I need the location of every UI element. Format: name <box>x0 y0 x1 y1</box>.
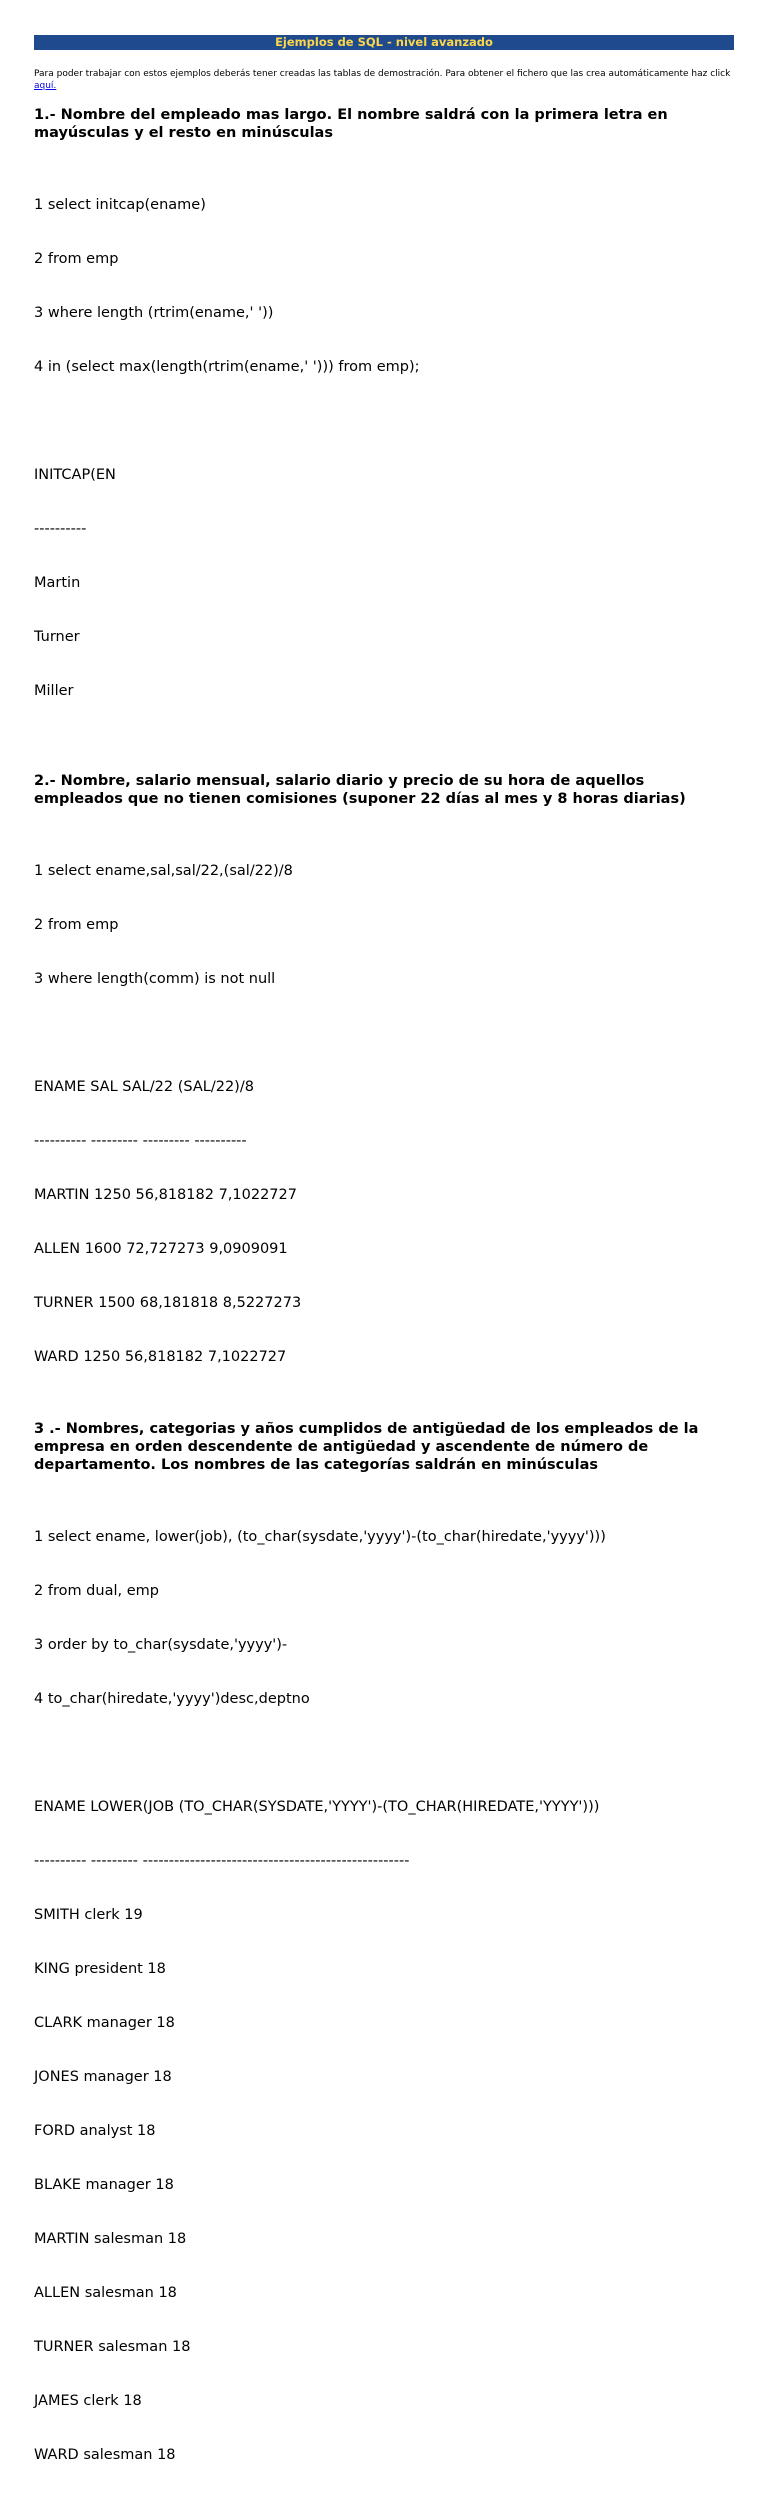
query-result <box>34 1042 734 1402</box>
result-line: MARTIN 1250 56,818182 7,1022727 <box>34 1187 297 1203</box>
document-page <box>34 35 734 2500</box>
intro-text: Para poder trabajar con estos ejemplos deberás tener creadas las tablas de demostración. Para obtener el fichero que las crea automáticamente haz click <box>34 69 731 79</box>
sql-query <box>34 160 734 412</box>
intro-paragraph <box>34 68 734 92</box>
result-line: JAMES clerk 18 <box>34 2393 142 2409</box>
result-line: Turner <box>34 629 80 645</box>
section-1 <box>34 106 734 736</box>
result-line: BLAKE manager 18 <box>34 2177 174 2193</box>
result-line: SMITH clerk 19 <box>34 1907 143 1923</box>
section-title: 1.- Nombre del empleado mas largo. El nombre saldrá con la primera letra en mayúsculas y el resto en minúsculas <box>34 107 668 141</box>
result-line: MARTIN salesman 18 <box>34 2231 187 2247</box>
result-line: CLARK manager 18 <box>34 2015 175 2031</box>
section-title: 3 .- Nombres, categorias y años cumplidos de antigüedad de los empleados de la empresa en orden descendente de antigüedad y ascendente de número de departamento. Los nombres de las categorías saldrán en minúsculas <box>34 1421 699 1473</box>
query-line: 4 to_char(hiredate,'yyyy')desc,deptno <box>34 1691 310 1707</box>
result-line: KING president 18 <box>34 1961 166 1977</box>
section-3 <box>34 1420 734 2500</box>
result-line: ENAME SAL SAL/22 (SAL/22)/8 <box>34 1079 254 1095</box>
result-line: Miller <box>34 683 74 699</box>
result-line: TURNER salesman 18 <box>34 2339 191 2355</box>
query-line: 3 where length(comm) is not null <box>34 971 276 987</box>
result-line: ALLEN salesman 18 <box>34 2285 177 2301</box>
result-line: WARD 1250 56,818182 7,1022727 <box>34 1349 287 1365</box>
query-line: 2 from emp <box>34 917 119 933</box>
result-line: JONES manager 18 <box>34 2069 172 2085</box>
result-line: INITCAP(EN <box>34 467 116 483</box>
query-line: 2 from dual, emp <box>34 1583 159 1599</box>
result-line: ---------- --------- --------- ---------- <box>34 1133 247 1149</box>
result-line: TURNER 1500 68,181818 8,5227273 <box>34 1295 302 1311</box>
query-line: 2 from emp <box>34 251 119 267</box>
section-2 <box>34 772 734 1402</box>
result-line: ALLEN 1600 72,727273 9,0909091 <box>34 1241 288 1257</box>
result-line: FORD analyst 18 <box>34 2123 156 2139</box>
result-line: ENAME LOWER(JOB (TO_CHAR(SYSDATE,'YYYY')-(TO_CHAR(HIREDATE,'YYYY'))) <box>34 1799 600 1815</box>
query-line: 1 select initcap(ename) <box>34 197 206 213</box>
section-title: 2.- Nombre, salario mensual, salario diario y precio de su hora de aquellos empleados que no tienen comisiones (suponer 22 días al mes y 8 horas diarias) <box>34 773 686 807</box>
query-line: 4 in (select max(length(rtrim(ename,' '))) from emp); <box>34 359 420 375</box>
sql-query <box>34 826 734 1024</box>
query-result <box>34 430 734 736</box>
query-line: 3 order by to_char(sysdate,'yyyy')- <box>34 1637 288 1653</box>
query-line: 1 select ename,sal,sal/22,(sal/22)/8 <box>34 863 293 879</box>
page-title: Ejemplos de SQL - nivel avanzado <box>275 35 493 49</box>
sql-query <box>34 1492 734 1744</box>
result-line: Martin <box>34 575 81 591</box>
query-result <box>34 1762 734 2500</box>
query-line: 1 select ename, lower(job), (to_char(sysdate,'yyyy')-(to_char(hiredate,'yyyy'))) <box>34 1529 606 1545</box>
result-line: ---------- --------- --------------------------------------------------- <box>34 1853 410 1869</box>
page-title-bar <box>34 35 734 50</box>
query-line: 3 where length (rtrim(ename,' ')) <box>34 305 274 321</box>
result-line: ---------- <box>34 521 87 537</box>
download-link[interactable]: aquí. <box>34 81 57 91</box>
result-line: WARD salesman 18 <box>34 2447 176 2463</box>
